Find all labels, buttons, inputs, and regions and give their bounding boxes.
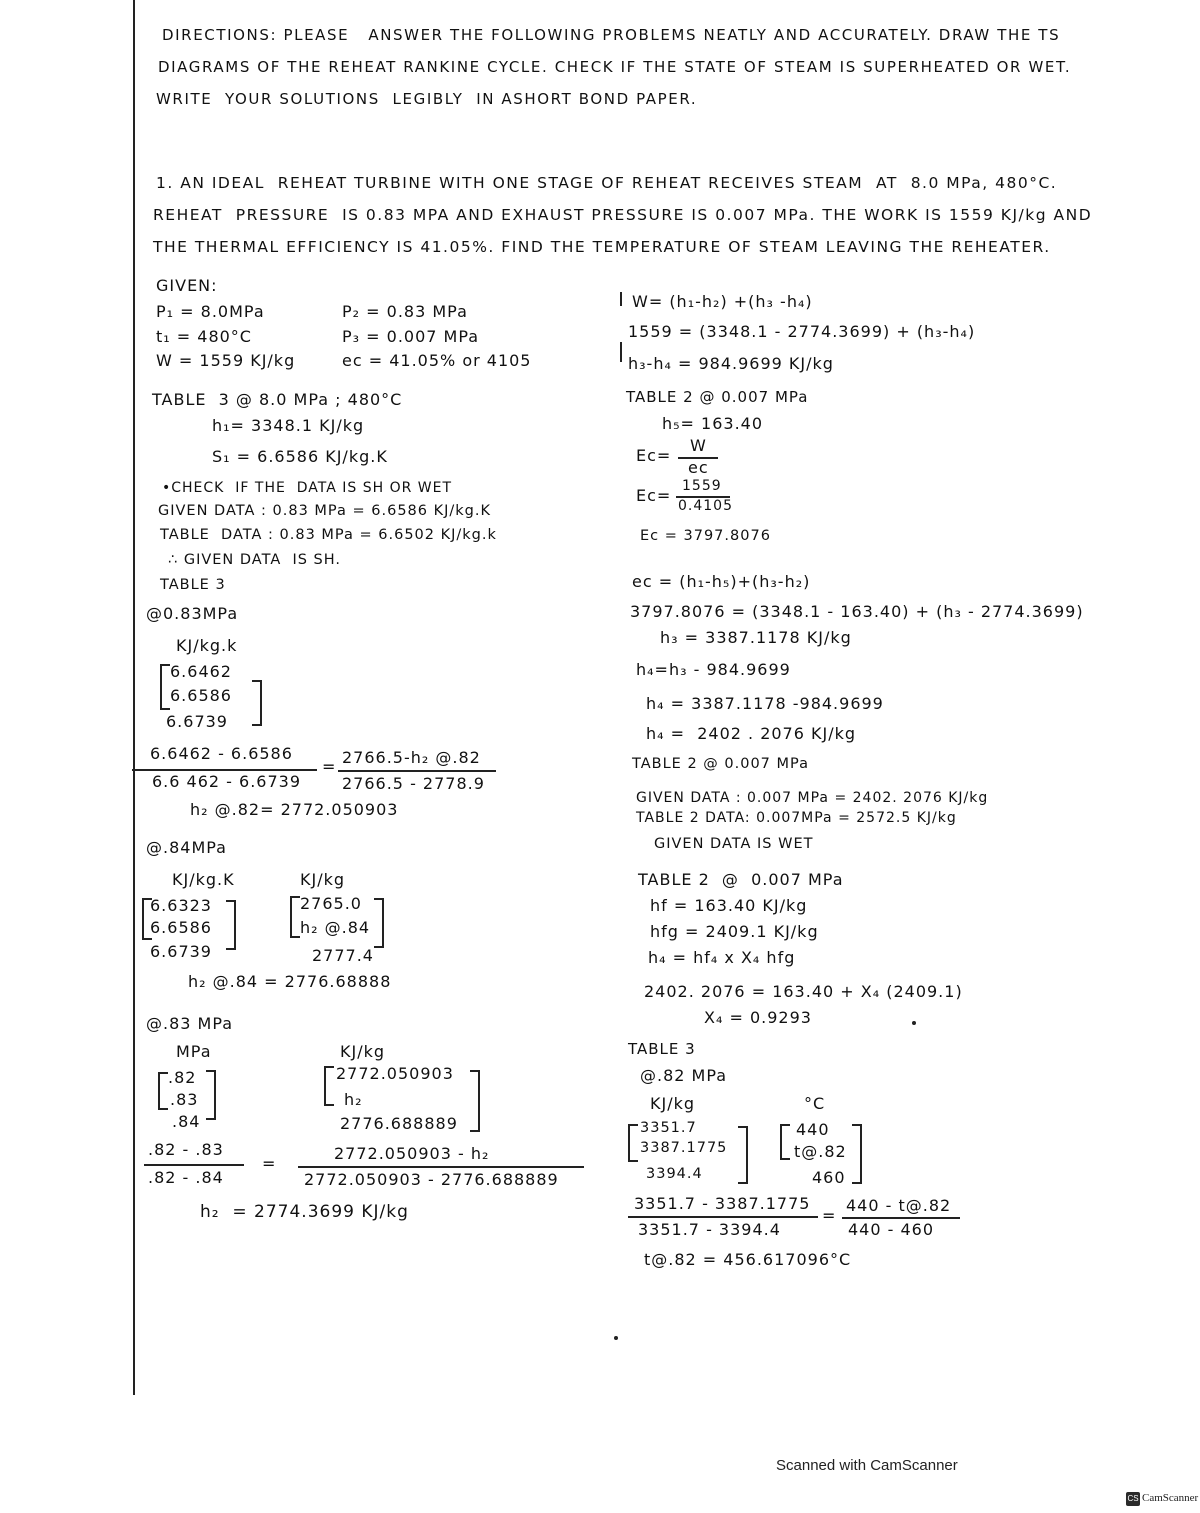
bracket-left [780,1124,790,1160]
frac2-den-right: 2772.050903 - 2776.688889 [304,1170,559,1189]
directions-line-2: DIAGRAMS OF THE REHEAT RANKINE CYCLE. CHECK IF THE STATE OF STEAM IS SUPERHEATED OR WET. [158,58,1072,76]
frac2-num-left: .82 - .83 [148,1140,224,1159]
work-substitution: 1559 = (3348.1 - 2774.3699) + (h₃-h₄) [628,322,976,341]
h2-unknown: h₂ [344,1090,363,1109]
bracket-left [160,664,170,710]
frac1-num-left: 6.6462 - 6.6586 [150,744,293,763]
x4-result: X₄ = 0.9293 [704,1008,812,1027]
frac2-num-right: 2772.050903 - h₂ [334,1144,490,1163]
table2c-heading: TABLE 2 @ 0.007 MPa [638,870,844,889]
entropy-low-084: 6.6323 [150,896,212,915]
check-heading: •CHECK IF THE DATA IS SH OR WET [162,480,453,496]
unit-kj-kg-right: KJ/kg [650,1094,696,1113]
unit-celsius: °C [804,1094,826,1113]
ec-label-1: Ec= [636,446,672,465]
frac1-den-left: 6.6 462 - 6.6739 [152,772,301,791]
h4-quality-equation: h₄ = hf₄ x X₄ hfg [648,948,796,967]
enthalpy-target-right: 3387.1775 [640,1140,728,1156]
enthalpy-high-right: 3394.4 [646,1166,703,1182]
frac2-den-left: .82 - .84 [148,1168,224,1187]
frac2-equals: = [262,1154,277,1173]
frac3-equals: = [822,1206,837,1225]
final-temperature-result: t@.82 = 456.617096°C [644,1250,852,1269]
ink-dot [614,1336,618,1340]
table2-heading: TABLE 2 @ 0.007 MPa [626,388,809,406]
frac1-bar-right [338,770,496,772]
h1-value: h₁= 3348.1 KJ/kg [212,416,365,435]
conclusion-sh: ∴ GIVEN DATA IS SH. [168,552,342,568]
scanned-with-camscanner: Scanned with CamScanner [776,1457,958,1474]
frac3-num-right: 440 - t@.82 [846,1196,952,1215]
unit-kj-kg-2: KJ/kg [300,870,346,889]
bracket-left [324,1066,334,1106]
margin-line [133,0,135,1395]
conclusion-wet: GIVEN DATA IS WET [654,836,814,852]
given-title: GIVEN: [156,276,218,295]
bracket-right [252,680,262,726]
bracket-right [206,1070,216,1120]
table3-right-heading: TABLE 3 [628,1040,696,1058]
entropy-high: 6.6739 [166,712,228,731]
h2-low-value: 2772.050903 [336,1064,454,1083]
hf-value: hf = 163.40 KJ/kg [650,896,808,915]
frac2-bar-right [298,1166,584,1168]
problem-line-1: 1. AN IDEAL REHEAT TURBINE WITH ONE STAGE OF REHEAT RECEIVES STEAM AT 8.0 MPa, 480°C. [156,174,1058,192]
s1-value: S₁ = 6.6586 KJ/kg.K [212,447,388,466]
ec-label-2: Ec= [636,486,672,505]
given-t1: t₁ = 480°C [156,327,252,346]
h2-at-084-result: h₂ @.84 = 2776.68888 [188,972,392,991]
problem-line-2: REHEAT PRESSURE IS 0.83 MPA AND EXHAUST PRESSURE IS 0.007 MPa. THE WORK IS 1559 KJ/kg AND [153,206,1093,224]
bracket-right [374,898,384,948]
table-data-line: TABLE DATA : 0.83 MPa = 6.6502 KJ/kg.k [160,527,497,543]
table2b-heading: TABLE 2 @ 0.007 MPa [632,756,809,772]
frac1-equals: = [322,757,337,776]
frac3-bar-right [842,1217,960,1219]
bracket-right [226,900,236,950]
table3-heading: TABLE 3 @ 8.0 MPa ; 480°C [152,390,403,409]
enthalpy-unknown-084: h₂ @.84 [300,918,371,937]
h4-substitution: h₄ = 3387.1178 -984.9699 [646,694,884,713]
entropy-given-084: 6.6586 [150,918,212,937]
bracket-left [628,1124,638,1162]
directions-line-3: WRITE YOUR SOLUTIONS LEGIBLY IN ASHORT BOND PAPER. [156,90,698,108]
h2-high-value: 2776.688889 [340,1114,458,1133]
enthalpy-low-right: 3351.7 [640,1120,697,1136]
ec-num-1: W [690,436,707,455]
h3-minus-h4: h₃-h₄ = 984.9699 KJ/kg [628,354,834,373]
frac3-den-right: 440 - 460 [848,1220,935,1239]
table3b-heading: TABLE 3 [160,577,226,593]
entropy-low: 6.6462 [170,662,232,681]
margin-tick [620,292,622,306]
h2-at-082-result: h₂ @.82= 2772.050903 [190,800,399,819]
table2-data-line: TABLE 2 DATA: 0.007MPa = 2572.5 KJ/kg [636,810,957,826]
given-p2: P₂ = 0.83 MPa [342,302,468,321]
temp-low: 440 [796,1120,830,1139]
given-ec: ec = 41.05% or 4105 [342,351,532,370]
h4-result: h₄ = 2402 . 2076 KJ/kg [646,724,857,743]
camscanner-logo-icon: CS [1126,1492,1140,1506]
at-082-heading: @.82 MPa [640,1066,728,1085]
h2-final-result: h₂ = 2774.3699 KJ/kg [200,1202,409,1222]
quality-substitution: 2402. 2076 = 163.40 + X₄ (2409.1) [644,982,963,1001]
at-083-heading: @0.83MPa [146,604,239,623]
frac2-bar-left [144,1164,244,1166]
entropy-high-084: 6.6739 [150,942,212,961]
given-p1: P₁ = 8.0MPa [156,302,265,321]
entropy-given: 6.6586 [170,686,232,705]
at-084-heading: @.84MPa [146,838,227,857]
enthalpy-low-084: 2765.0 [300,894,362,913]
frac1-den-right: 2766.5 - 2778.9 [342,774,485,793]
frac3-num-left: 3351.7 - 3387.1775 [634,1194,811,1213]
unit-kj-kgk: KJ/kg.k [176,636,238,655]
directions-line-1: DIRECTIONS: PLEASE ANSWER THE FOLLOWING PROBLEMS NEATLY AND ACCURATELY. DRAW THE TS [162,26,1061,44]
pressure-high: .84 [172,1112,201,1131]
ec-den-1: ec [688,458,709,477]
frac1-num-right: 2766.5-h₂ @.82 [342,748,481,767]
h4-equation: h₄=h₃ - 984.9699 [636,660,791,679]
bracket-left [290,896,300,938]
h3-result: h₃ = 3387.1178 KJ/kg [660,628,852,647]
ec-num-2: 1559 [682,478,722,494]
work-equation: W= (h₁-h₂) +(h₃ -h₄) [632,292,813,311]
bracket-right [470,1070,480,1132]
pressure-target: .83 [170,1090,199,1109]
bracket-right [738,1126,748,1184]
frac3-den-left: 3351.7 - 3394.4 [638,1220,781,1239]
given-p3: P₃ = 0.007 MPa [342,327,480,346]
h5-value: h₅= 163.40 [662,414,764,433]
problem-line-3: THE THERMAL EFFICIENCY IS 41.05%. FIND THE TEMPERATURE OF STEAM LEAVING THE REHEATER. [153,238,1051,256]
unit-kj-kgk-2: KJ/kg.K [172,870,235,889]
ec-substitution: 3797.8076 = (3348.1 - 163.40) + (h₃ - 2774.3699) [630,602,1084,621]
given-w: W = 1559 KJ/kg [156,351,296,370]
given-data-line: GIVEN DATA : 0.83 MPa = 6.6586 KJ/kg.K [158,503,491,519]
temp-unknown: t@.82 [794,1142,847,1161]
enthalpy-high-084: 2777.4 [312,946,374,965]
bracket-left [158,1072,168,1110]
camscanner-brand: CamScanner [1142,1492,1199,1504]
ec-equation: ec = (h₁-h₅)+(h₃-h₂) [632,572,811,591]
unit-mpa: MPa [176,1042,212,1061]
margin-tick [620,342,622,362]
ink-dot [912,1021,916,1025]
frac1-bar-left [132,769,317,771]
given-data-wet-check: GIVEN DATA : 0.007 MPa = 2402. 2076 KJ/kg [636,790,989,806]
at-083b-heading: @.83 MPa [146,1014,234,1033]
frac3-bar-left [628,1216,818,1218]
unit-kj-kg-3: KJ/kg [340,1042,386,1061]
pressure-low: .82 [168,1068,197,1087]
ec-result: Ec = 3797.8076 [640,528,771,544]
ec-den-2: 0.4105 [678,498,733,514]
bracket-right [852,1124,862,1184]
hfg-value: hfg = 2409.1 KJ/kg [650,922,819,941]
temp-high: 460 [812,1168,846,1187]
